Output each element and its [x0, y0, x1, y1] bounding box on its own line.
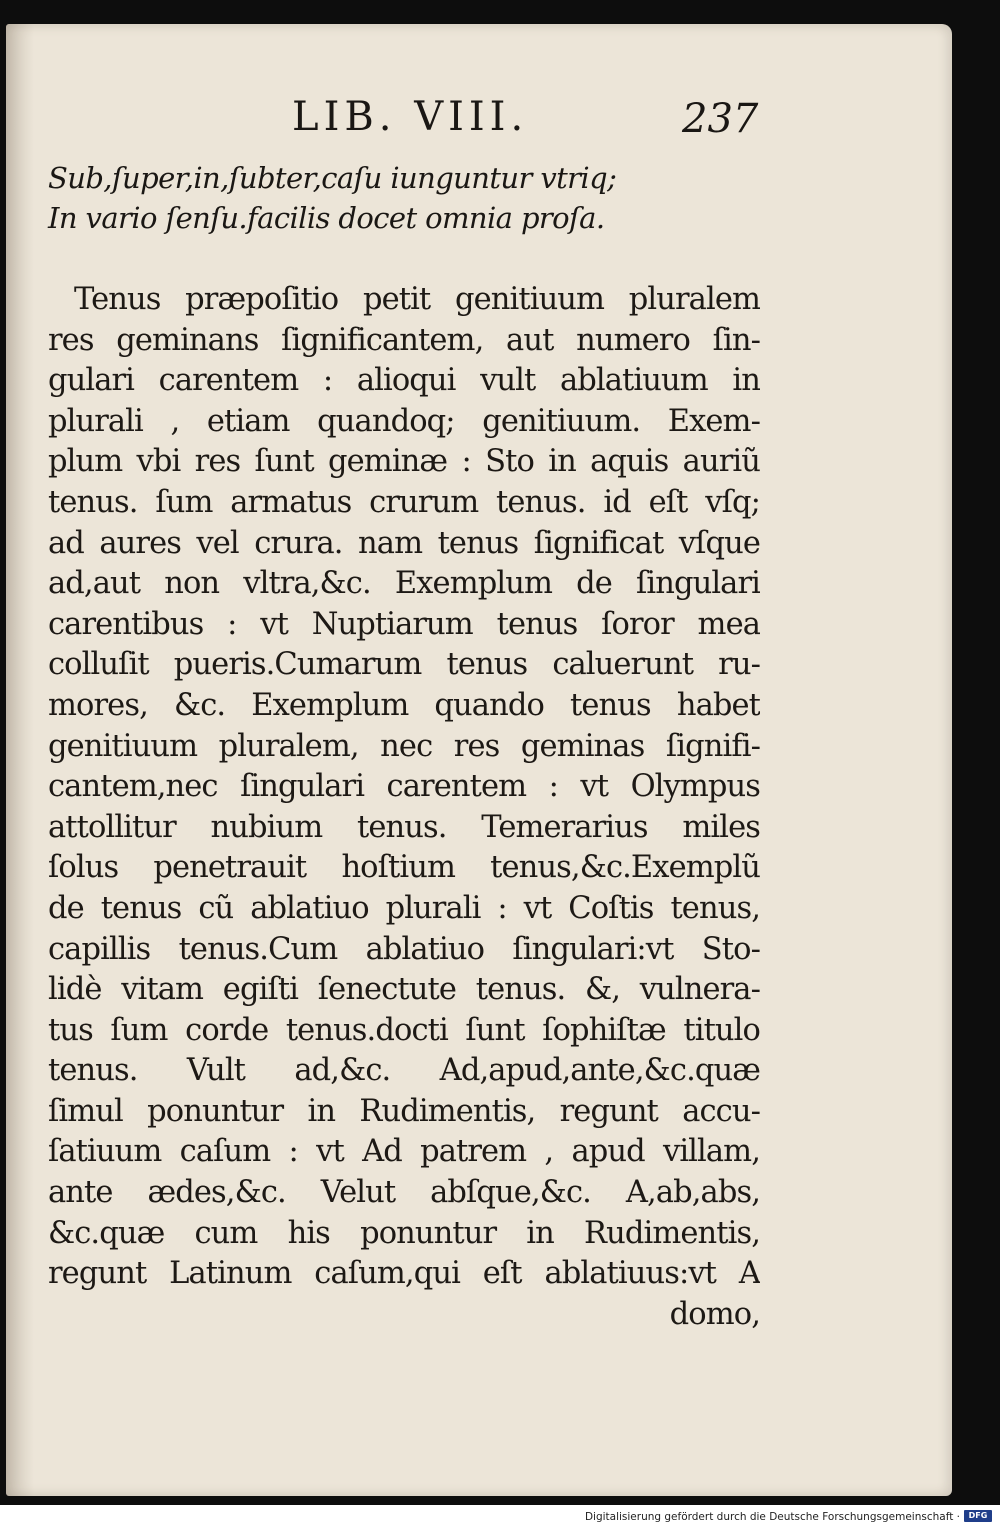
text-line: plurali , etiam quandoq; genitiuum. Exem-: [48, 403, 760, 439]
verse-line: In vario ſenſu.facilis docet omnia proſa.: [48, 201, 605, 235]
text-line: gulari carentem : alioqui vult ablatiuum in: [48, 363, 760, 399]
text-line: attollitur nubium tenus. Temerarius miles: [48, 809, 760, 845]
text-line: regunt Latinum caſum,qui eſt ablatiuus:vt A: [48, 1256, 760, 1292]
text-line: ſolus penetrauit hoſtium tenus,&c.Exemplũ: [48, 850, 760, 886]
funding-credit: Digitalisierung gefördert durch die Deutsche Forschungsgemeinschaft ·: [584, 1511, 960, 1523]
text-line: tenus. Vult ad,&c. Ad,apud,ante,&c.quæ: [48, 1053, 760, 1089]
text-line: ante ædes,&c. Velut abſque,&c. A,ab,abs,: [48, 1175, 760, 1211]
text-line: res geminans ſignificantem, aut numero ſin-: [48, 322, 760, 358]
text-line: ad aures vel crura. nam tenus ſignificat vſque: [48, 525, 760, 561]
page-number: 237: [682, 96, 759, 142]
text-line: lidè vitam egiſti ſenectute tenus. &, vulnera-: [48, 972, 760, 1008]
book-page: [6, 24, 952, 1496]
running-head: LIB. VIII.: [292, 94, 529, 140]
text-line: carentibus : vt Nuptiarum tenus ſoror mea: [48, 606, 760, 642]
text-line: capillis tenus.Cum ablatiuo ſingulari:vt Sto-: [48, 931, 760, 967]
text-line: genitiuum pluralem, nec res geminas ſignifi-: [48, 728, 760, 764]
text-line: cantem,nec ſingulari carentem : vt Olympus: [48, 769, 760, 805]
text-line: de tenus cũ ablatiuo plurali : vt Coſtis tenus,: [48, 890, 760, 926]
dfg-logo: DFG: [964, 1510, 992, 1522]
text-line: mores, &c. Exemplum quando tenus habet: [48, 687, 760, 723]
text-line: ſimul ponuntur in Rudimentis, regunt accu-: [48, 1093, 760, 1129]
footer-bar: [0, 1505, 1000, 1527]
text-line: tus ſum corde tenus.docti ſunt ſophiſtæ titulo: [48, 1012, 760, 1048]
text-line: &c.quæ cum his ponuntur in Rudimentis,: [48, 1215, 760, 1251]
text-line: ad,aut non vltra,&c. Exemplum de ſingulari: [48, 566, 760, 602]
catchword: domo,: [669, 1296, 760, 1332]
gutter-shadow: [6, 24, 34, 1496]
text-line: tenus. ſum armatus crurum tenus. id eſt vſq;: [48, 484, 760, 520]
text-line: colluſit pueris.Cumarum tenus caluerunt ru-: [48, 647, 760, 683]
body-paragraph: [48, 280, 760, 1335]
text-line: Tenus præpoſitio petit genitiuum pluralem: [74, 282, 760, 317]
text-line: plum vbi res ſunt geminæ : Sto in aquis auriũ: [48, 444, 760, 480]
text-line: ſatiuum caſum : vt Ad patrem , apud villam,: [48, 1134, 760, 1170]
verse-line: Sub,ſuper,in,ſubter,caſu iunguntur vtriq;: [48, 161, 617, 195]
verse-block: [48, 158, 708, 238]
